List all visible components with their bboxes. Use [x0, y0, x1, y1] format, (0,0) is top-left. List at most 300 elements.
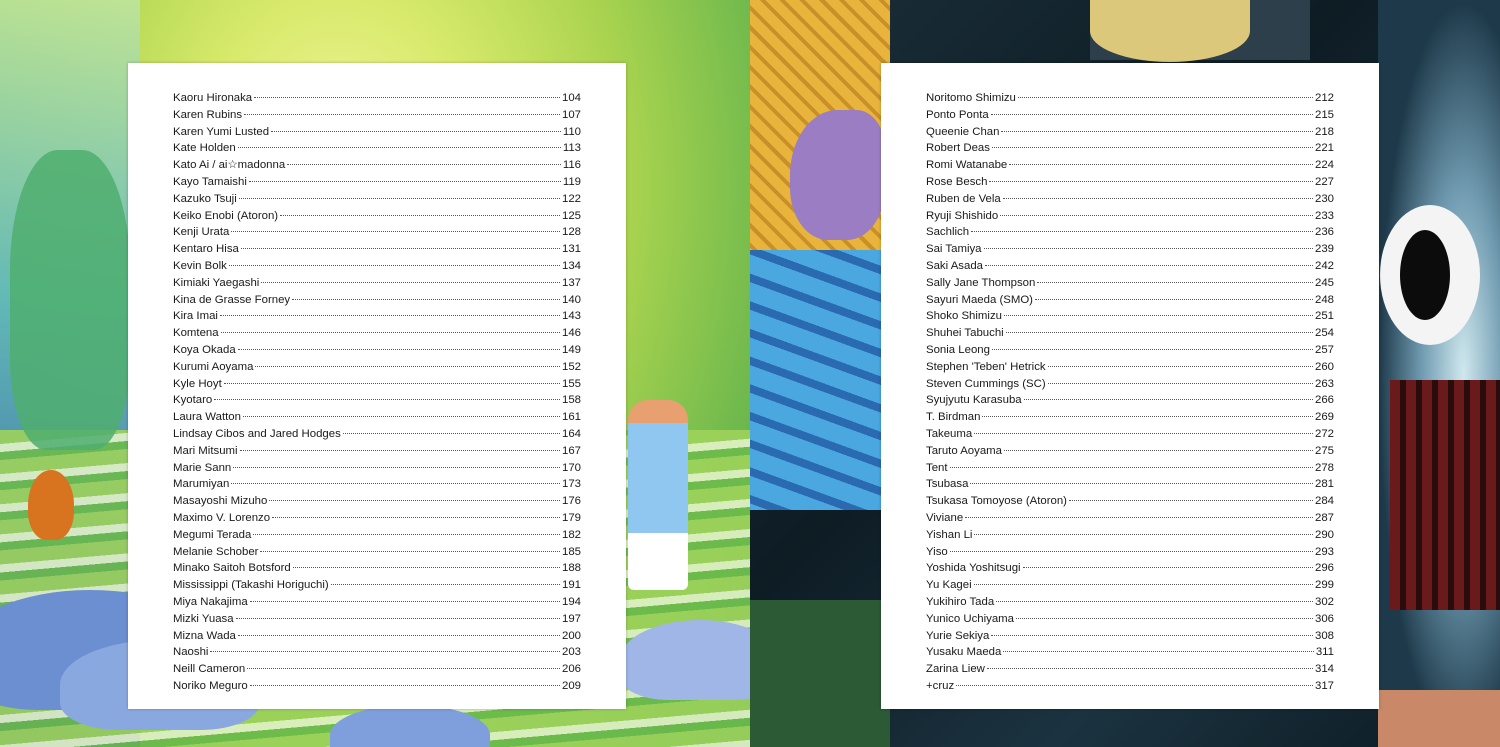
dot-leader [970, 483, 1313, 484]
index-entry [173, 493, 581, 510]
entry-page-number: 299 [1314, 579, 1334, 592]
index-entry [926, 208, 1334, 225]
dot-leader [231, 231, 560, 232]
index-entry [173, 140, 581, 157]
entry-artist-name: Ryuji Shishido [926, 209, 999, 222]
index-entry [173, 359, 581, 376]
entry-page-number: 191 [561, 579, 581, 592]
index-entry [173, 628, 581, 645]
entry-page-number: 239 [1314, 243, 1334, 256]
entry-artist-name: Mizki Yuasa [173, 612, 234, 625]
entry-artist-name: Rose Besch [926, 175, 988, 188]
entry-artist-name: Kyotaro [173, 394, 213, 407]
entry-artist-name: Lindsay Cibos and Jared Hodges [173, 427, 341, 440]
index-entry [173, 292, 581, 309]
entry-page-number: 290 [1314, 528, 1334, 541]
entry-page-number: 161 [561, 411, 581, 424]
entry-artist-name: Noriko Meguro [173, 679, 248, 692]
index-entry [173, 443, 581, 460]
entry-artist-name: Zarina Liew [926, 663, 985, 676]
dot-leader [1024, 399, 1313, 400]
illustration-arm [1378, 690, 1500, 747]
index-entry [926, 577, 1334, 594]
dot-leader [982, 416, 1313, 417]
entry-page-number: 122 [561, 192, 581, 205]
entry-artist-name: Mizna Wada [173, 629, 236, 642]
entry-page-number: 155 [561, 377, 581, 390]
entry-page-number: 306 [1314, 612, 1334, 625]
index-entry [926, 409, 1334, 426]
entry-artist-name: Syujyutu Karasuba [926, 394, 1022, 407]
index-entry [926, 174, 1334, 191]
dot-leader [971, 231, 1313, 232]
dot-leader [950, 551, 1313, 552]
entry-page-number: 173 [561, 478, 581, 491]
entry-artist-name: Yunico Uchiyama [926, 612, 1015, 625]
entry-artist-name: Naoshi [173, 646, 209, 659]
entry-artist-name: Sachlich [926, 226, 970, 239]
index-entry [926, 359, 1334, 376]
index-entry [926, 426, 1334, 443]
entry-artist-name: Melanie Schober [173, 545, 259, 558]
index-entry [926, 661, 1334, 678]
index-entry [926, 628, 1334, 645]
dot-leader [996, 601, 1313, 602]
entry-page-number: 197 [561, 612, 581, 625]
index-entry [926, 258, 1334, 275]
dot-leader [1048, 383, 1313, 384]
index-entry [173, 392, 581, 409]
entry-page-number: 134 [561, 259, 581, 272]
dot-leader [1035, 299, 1313, 300]
index-entry [173, 376, 581, 393]
index-entry [173, 191, 581, 208]
entry-artist-name: Queenie Chan [926, 125, 1000, 138]
entry-page-number: 182 [561, 528, 581, 541]
dot-leader [254, 97, 560, 98]
dot-leader [292, 299, 560, 300]
illustration-caterpillar-figure [10, 150, 130, 450]
entry-page-number: 218 [1314, 125, 1334, 138]
dot-leader [1069, 500, 1313, 501]
index-entry [926, 275, 1334, 292]
dot-leader [253, 534, 560, 535]
entry-artist-name: +cruz [926, 679, 955, 692]
dot-leader [238, 349, 560, 350]
entry-artist-name: Kina de Grasse Forney [173, 293, 291, 306]
entry-page-number: 170 [561, 461, 581, 474]
index-entry [926, 392, 1334, 409]
index-entry [173, 644, 581, 661]
entry-artist-name: Takeuma [926, 427, 973, 440]
entry-page-number: 212 [1314, 92, 1334, 104]
index-entry [173, 594, 581, 611]
entry-page-number: 254 [1314, 327, 1334, 340]
entry-artist-name: Shuhei Tabuchi [926, 327, 1004, 340]
entry-artist-name: Megumi Terada [173, 528, 252, 541]
dot-leader [214, 399, 560, 400]
index-entry [173, 560, 581, 577]
dot-leader [250, 601, 560, 602]
entry-artist-name: Taruto Aoyama [926, 444, 1002, 457]
entry-artist-name: Kaoru Hironaka [173, 92, 253, 104]
index-list-right [926, 90, 1334, 695]
entry-page-number: 194 [561, 595, 581, 608]
index-entry [173, 174, 581, 191]
index-entry [173, 342, 581, 359]
index-entry [926, 241, 1334, 258]
entry-artist-name: Sonia Leong [926, 343, 990, 356]
entry-artist-name: Shoko Shimizu [926, 310, 1002, 323]
dot-leader [974, 534, 1313, 535]
entry-artist-name: Mississippi (Takashi Horiguchi) [173, 579, 329, 592]
index-entry [173, 325, 581, 342]
index-entry [926, 510, 1334, 527]
entry-artist-name: T. Birdman [926, 411, 981, 424]
entry-page-number: 308 [1314, 629, 1334, 642]
illustration-purple-hair-character [790, 110, 885, 240]
entry-artist-name: Ponto Ponta [926, 108, 989, 121]
dot-leader [271, 131, 561, 132]
entry-artist-name: Yukihiro Tada [926, 595, 995, 608]
index-panel-left [128, 63, 626, 709]
entry-page-number: 128 [561, 226, 581, 239]
entry-artist-name: Sai Tamiya [926, 243, 982, 256]
dot-leader [247, 668, 560, 669]
index-entry [926, 460, 1334, 477]
entry-artist-name: Sally Jane Thompson [926, 276, 1036, 289]
entry-artist-name: Saki Asada [926, 259, 983, 272]
dot-leader [243, 416, 560, 417]
entry-page-number: 281 [1314, 478, 1334, 491]
entry-artist-name: Stephen 'Teben' Hetrick [926, 360, 1046, 373]
entry-artist-name: Marie Sann [173, 461, 232, 474]
index-entry [926, 292, 1334, 309]
entry-page-number: 272 [1314, 427, 1334, 440]
entry-page-number: 302 [1314, 595, 1334, 608]
index-entry [926, 191, 1334, 208]
index-entry [926, 90, 1334, 107]
dot-leader [250, 685, 560, 686]
entry-artist-name: Neill Cameron [173, 663, 246, 676]
entry-artist-name: Kurumi Aoyama [173, 360, 254, 373]
dot-leader [238, 635, 560, 636]
index-entry [926, 325, 1334, 342]
index-entry [173, 208, 581, 225]
entry-artist-name: Robert Deas [926, 142, 990, 155]
entry-page-number: 227 [1314, 175, 1334, 188]
dot-leader [1009, 164, 1313, 165]
index-entry [926, 493, 1334, 510]
dot-leader [293, 567, 560, 568]
entry-artist-name: Yishan Li [926, 528, 973, 541]
entry-artist-name: Yusaku Maeda [926, 646, 1002, 659]
illustration-storm-background [1378, 0, 1500, 747]
entry-page-number: 143 [561, 310, 581, 323]
dot-leader [974, 584, 1313, 585]
entry-artist-name: Romi Watanabe [926, 159, 1008, 172]
index-entry [926, 376, 1334, 393]
entry-page-number: 137 [561, 276, 581, 289]
index-entry [926, 107, 1334, 124]
index-entry [173, 544, 581, 561]
index-entry [173, 527, 581, 544]
entry-page-number: 224 [1314, 159, 1334, 172]
entry-page-number: 221 [1314, 142, 1334, 155]
dot-leader [989, 181, 1313, 182]
entry-page-number: 278 [1314, 461, 1334, 474]
entry-artist-name: Yoshida Yoshitsugi [926, 562, 1021, 575]
entry-page-number: 248 [1314, 293, 1334, 306]
index-panel-right [881, 63, 1379, 709]
entry-page-number: 257 [1314, 343, 1334, 356]
index-entry [926, 140, 1334, 157]
index-entry [173, 124, 581, 141]
entry-page-number: 140 [561, 293, 581, 306]
dot-leader [210, 651, 560, 652]
entry-artist-name: Sayuri Maeda (SMO) [926, 293, 1033, 306]
entry-page-number: 152 [561, 360, 581, 373]
dot-leader [343, 433, 560, 434]
entry-artist-name: Karen Rubins [173, 108, 243, 121]
entry-artist-name: Minako Saitoh Botsford [173, 562, 291, 575]
dot-leader [244, 114, 560, 115]
dot-leader [229, 265, 560, 266]
index-entry [926, 224, 1334, 241]
entry-page-number: 116 [562, 159, 581, 172]
dot-leader [991, 114, 1313, 115]
entry-artist-name: Tsubasa [926, 478, 969, 491]
illustration-blue-cloak [750, 250, 890, 510]
entry-artist-name: Tsukasa Tomoyose (Atoron) [926, 495, 1067, 508]
index-entry [926, 527, 1334, 544]
dot-leader [269, 500, 560, 501]
entry-page-number: 176 [561, 495, 581, 508]
index-entry [173, 460, 581, 477]
dot-leader [220, 315, 560, 316]
entry-artist-name: Yu Kagei [926, 579, 972, 592]
dot-leader [280, 215, 560, 216]
entry-artist-name: Keiko Enobi (Atoron) [173, 209, 279, 222]
index-entry [926, 594, 1334, 611]
index-entry [173, 107, 581, 124]
entry-page-number: 317 [1314, 679, 1334, 692]
dot-leader [992, 147, 1313, 148]
dot-leader [1004, 450, 1313, 451]
entry-page-number: 203 [561, 646, 581, 659]
dot-leader [231, 483, 560, 484]
index-entry [926, 157, 1334, 174]
entry-artist-name: Yiso [926, 545, 948, 558]
entry-artist-name: Kayo Tamaishi [173, 175, 247, 188]
dot-leader [1003, 198, 1313, 199]
entry-page-number: 293 [1314, 545, 1334, 558]
dot-leader [985, 265, 1313, 266]
entry-page-number: 158 [561, 394, 581, 407]
dot-leader [1001, 131, 1313, 132]
entry-page-number: 215 [1314, 108, 1334, 121]
entry-page-number: 188 [561, 562, 581, 575]
illustration-green-boots [750, 600, 890, 747]
entry-page-number: 260 [1314, 360, 1334, 373]
dot-leader [241, 248, 560, 249]
dot-leader [1016, 618, 1313, 619]
entry-artist-name: Kevin Bolk [173, 259, 227, 272]
dot-leader [1000, 215, 1313, 216]
entry-page-number: 311 [1315, 646, 1334, 659]
entry-page-number: 251 [1314, 310, 1334, 323]
dot-leader [331, 584, 560, 585]
index-entry [173, 510, 581, 527]
entry-page-number: 119 [562, 175, 581, 188]
entry-artist-name: Steven Cummings (SC) [926, 377, 1046, 390]
entry-page-number: 263 [1314, 377, 1334, 390]
dot-leader [221, 332, 560, 333]
index-entry [926, 476, 1334, 493]
entry-page-number: 233 [1314, 209, 1334, 222]
dot-leader [956, 685, 1313, 686]
entry-page-number: 167 [561, 444, 581, 457]
entry-artist-name: Marumiyan [173, 478, 230, 491]
entry-page-number: 110 [562, 125, 581, 138]
index-entry [926, 644, 1334, 661]
dot-leader [1023, 567, 1313, 568]
entry-artist-name: Kimiaki Yaegashi [173, 276, 260, 289]
entry-artist-name: Masayoshi Mizuho [173, 495, 268, 508]
entry-artist-name: Yurie Sekiya [926, 629, 990, 642]
entry-page-number: 296 [1314, 562, 1334, 575]
entry-page-number: 269 [1314, 411, 1334, 424]
dot-leader [238, 147, 561, 148]
entry-page-number: 209 [561, 679, 581, 692]
index-entry [173, 275, 581, 292]
illustration-red-checkered-coat [1390, 380, 1500, 610]
entry-artist-name: Kyle Hoyt [173, 377, 222, 390]
entry-artist-name: Koya Okada [173, 343, 236, 356]
dot-leader [1048, 366, 1313, 367]
entry-page-number: 287 [1314, 511, 1334, 524]
dot-leader [984, 248, 1313, 249]
entry-page-number: 104 [561, 92, 581, 104]
index-entry [173, 611, 581, 628]
dot-leader [239, 198, 560, 199]
entry-artist-name: Kato Ai / ai☆madonna [173, 159, 286, 172]
entry-page-number: 242 [1314, 259, 1334, 272]
dot-leader [224, 383, 560, 384]
index-entry [173, 90, 581, 107]
index-entry [173, 577, 581, 594]
entry-page-number: 125 [561, 209, 581, 222]
entry-artist-name: Tent [926, 461, 948, 474]
dot-leader [240, 450, 560, 451]
entry-page-number: 113 [562, 142, 581, 155]
entry-artist-name: Mari Mitsumi [173, 444, 238, 457]
dot-leader [236, 618, 560, 619]
dot-leader [249, 181, 561, 182]
index-entry [173, 661, 581, 678]
dot-leader [287, 164, 561, 165]
entry-page-number: 245 [1314, 276, 1334, 289]
entry-artist-name: Komtena [173, 327, 219, 340]
entry-artist-name: Kentaro Hisa [173, 243, 239, 256]
dot-leader [260, 551, 560, 552]
entry-page-number: 179 [561, 511, 581, 524]
dot-leader [974, 433, 1313, 434]
index-entry [173, 224, 581, 241]
entry-page-number: 107 [561, 108, 581, 121]
index-entry [173, 426, 581, 443]
illustration-alice-figure [628, 400, 688, 590]
index-entry [926, 308, 1334, 325]
dot-leader [987, 668, 1313, 669]
illustration-hookah [28, 470, 74, 540]
index-entry [926, 342, 1334, 359]
entry-artist-name: Karen Yumi Lusted [173, 125, 270, 138]
entry-page-number: 185 [561, 545, 581, 558]
entry-page-number: 314 [1314, 663, 1334, 676]
entry-artist-name: Viviane [926, 511, 964, 524]
index-entry [173, 241, 581, 258]
entry-page-number: 284 [1314, 495, 1334, 508]
dot-leader [991, 635, 1313, 636]
dot-leader [1006, 332, 1313, 333]
entry-page-number: 146 [561, 327, 581, 340]
index-entry [173, 476, 581, 493]
entry-artist-name: Laura Watton [173, 411, 241, 424]
dot-leader [1004, 315, 1313, 316]
dot-leader [1018, 97, 1313, 98]
entry-artist-name: Kenji Urata [173, 226, 230, 239]
entry-artist-name: Kira Imai [173, 310, 218, 323]
entry-page-number: 236 [1314, 226, 1334, 239]
entry-artist-name: Kate Holden [173, 142, 236, 155]
dot-leader [233, 467, 560, 468]
illustration-black-mask [1400, 230, 1450, 320]
dot-leader [1003, 651, 1313, 652]
entry-page-number: 230 [1314, 192, 1334, 205]
index-entry [926, 611, 1334, 628]
entry-artist-name: Maximo V. Lorenzo [173, 511, 271, 524]
dot-leader [255, 366, 560, 367]
dot-leader [261, 282, 560, 283]
index-entry [926, 443, 1334, 460]
entry-artist-name: Ruben de Vela [926, 192, 1001, 205]
dot-leader [1037, 282, 1313, 283]
entry-artist-name: Miya Nakajima [173, 595, 248, 608]
index-entry [926, 678, 1334, 695]
index-entry [173, 157, 581, 174]
index-entry [173, 258, 581, 275]
index-entry [926, 124, 1334, 141]
dot-leader [272, 517, 560, 518]
entry-page-number: 149 [561, 343, 581, 356]
dot-leader [950, 467, 1313, 468]
entry-artist-name: Kazuko Tsuji [173, 192, 237, 205]
entry-page-number: 206 [561, 663, 581, 676]
index-list-left [173, 90, 581, 695]
entry-page-number: 200 [561, 629, 581, 642]
index-entry [173, 308, 581, 325]
index-entry [926, 544, 1334, 561]
entry-page-number: 275 [1314, 444, 1334, 457]
illustration-blonde-character [1090, 0, 1250, 62]
dot-leader [965, 517, 1313, 518]
index-entry [173, 678, 581, 695]
index-entry [926, 560, 1334, 577]
dot-leader [992, 349, 1313, 350]
entry-page-number: 164 [561, 427, 581, 440]
index-entry [173, 409, 581, 426]
